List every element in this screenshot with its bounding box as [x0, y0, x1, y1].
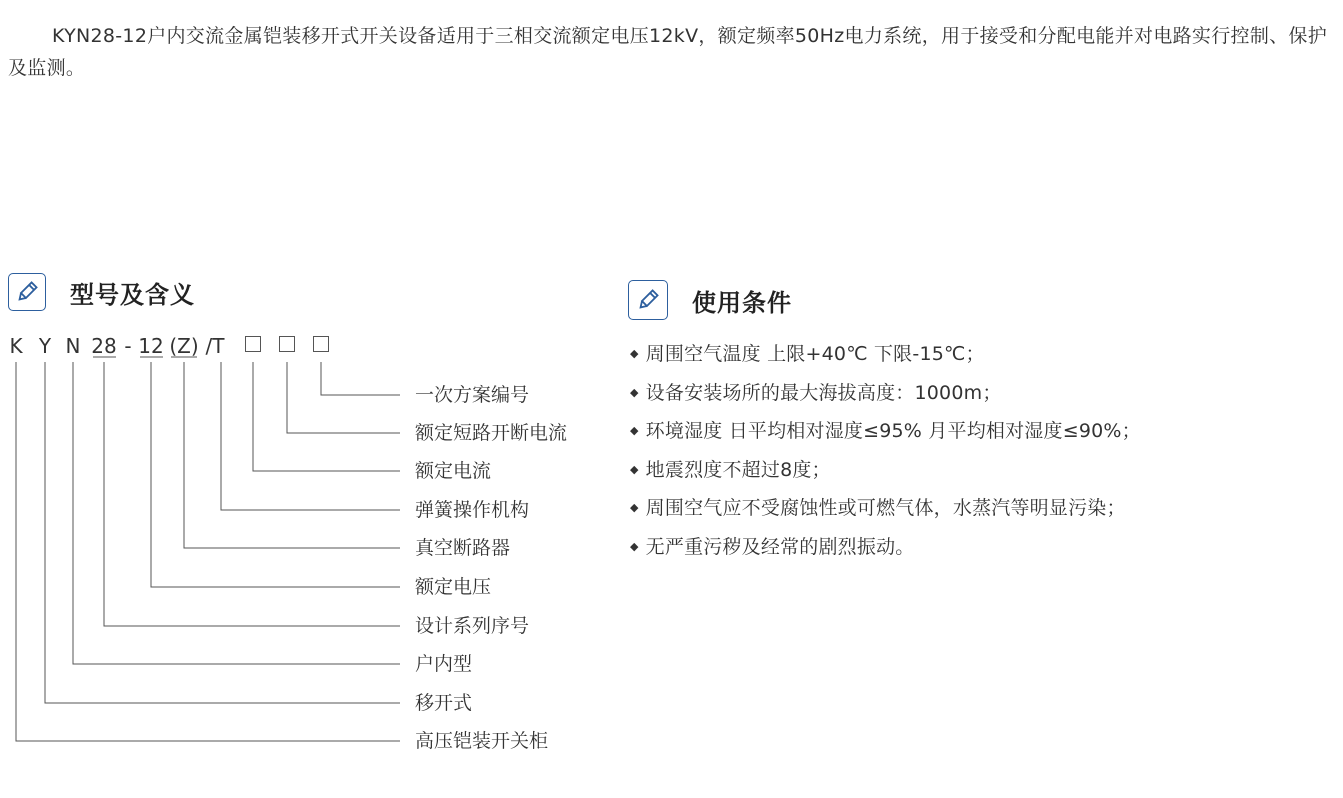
condition-air-pollution [630, 494, 1141, 533]
meaning-rated-voltage: 额定电压 [415, 576, 492, 598]
meaning-spring-mechanism: 弹簧操作机构 [415, 499, 530, 521]
code-char-n: N [65, 334, 81, 358]
meaning-breaking-current: 额定短路开断电流 [415, 422, 568, 444]
connector-line-withdrawable [45, 362, 400, 703]
connector-line-current [253, 362, 400, 471]
code-char-dash: - [124, 334, 132, 358]
connector-line-mechanism [221, 362, 400, 510]
condition-text: 设备安装场所的最大海拔高度：1000m； [645, 381, 1002, 404]
connector-line-breaker [184, 362, 400, 548]
condition-humidity [630, 417, 1141, 456]
connector-line-indoor [73, 362, 400, 664]
condition-text: 环境湿度 日平均相对湿度≤95% 月平均相对湿度≤90%； [645, 420, 1141, 442]
condition-text: 无严重污秽及经常的剧烈振动。 [645, 535, 915, 558]
connector-line-voltage [151, 362, 400, 587]
connector-line-breaking-current [287, 362, 400, 433]
condition-seismic [630, 456, 1141, 495]
model-section-title: 型号及含义 [70, 280, 195, 309]
condition-text: 周围空气温度 上限+40℃ 下限-15℃； [645, 343, 985, 365]
bullet-icon: ◆ [630, 424, 639, 437]
condition-text: 地震烈度不超过8度； [645, 458, 831, 481]
conditions-list [630, 340, 1141, 571]
meaning-vacuum-breaker: 真空断路器 [415, 537, 511, 559]
code-char-z: (Z) [169, 334, 199, 358]
code-char-t: /T [205, 334, 225, 358]
bullet-icon: ◆ [630, 501, 639, 514]
intro-paragraph: KYN28-12户内交流金属铠装移开式开关设备适用于三相交流额定电压12kV，额定频率50Hz电力系统，用于接受和分配电能并对电路实行控制、保护及监测。 [8, 25, 1328, 79]
meaning-switchgear: 高压铠装开关柜 [415, 730, 549, 752]
condition-altitude [630, 379, 1141, 418]
connector-line-switchgear [16, 362, 400, 741]
connector-line-series [104, 362, 400, 626]
bullet-icon: ◆ [630, 539, 639, 553]
meaning-indoor: 户内型 [415, 653, 473, 675]
code-char-series: 28 [91, 334, 117, 358]
condition-temperature [630, 340, 1141, 379]
code-char-k: K [9, 334, 23, 358]
condition-text: 周围空气应不受腐蚀性或可燃气体，水蒸汽等明显污染； [645, 497, 1126, 519]
connector-line-scheme [321, 362, 400, 395]
meaning-withdrawable: 移开式 [415, 692, 473, 714]
conditions-section-title: 使用条件 [692, 288, 792, 317]
bullet-icon: ◆ [630, 347, 639, 360]
meaning-design-series: 设计系列序号 [415, 615, 530, 637]
meaning-rated-current: 额定电流 [415, 460, 492, 482]
condition-vibration [630, 533, 1141, 572]
meaning-scheme-number: 一次方案编号 [415, 384, 530, 406]
bullet-icon: ◆ [630, 462, 639, 476]
code-char-y: Y [38, 334, 52, 358]
code-char-voltage: 12 [138, 334, 164, 358]
bullet-icon: ◆ [630, 385, 639, 399]
